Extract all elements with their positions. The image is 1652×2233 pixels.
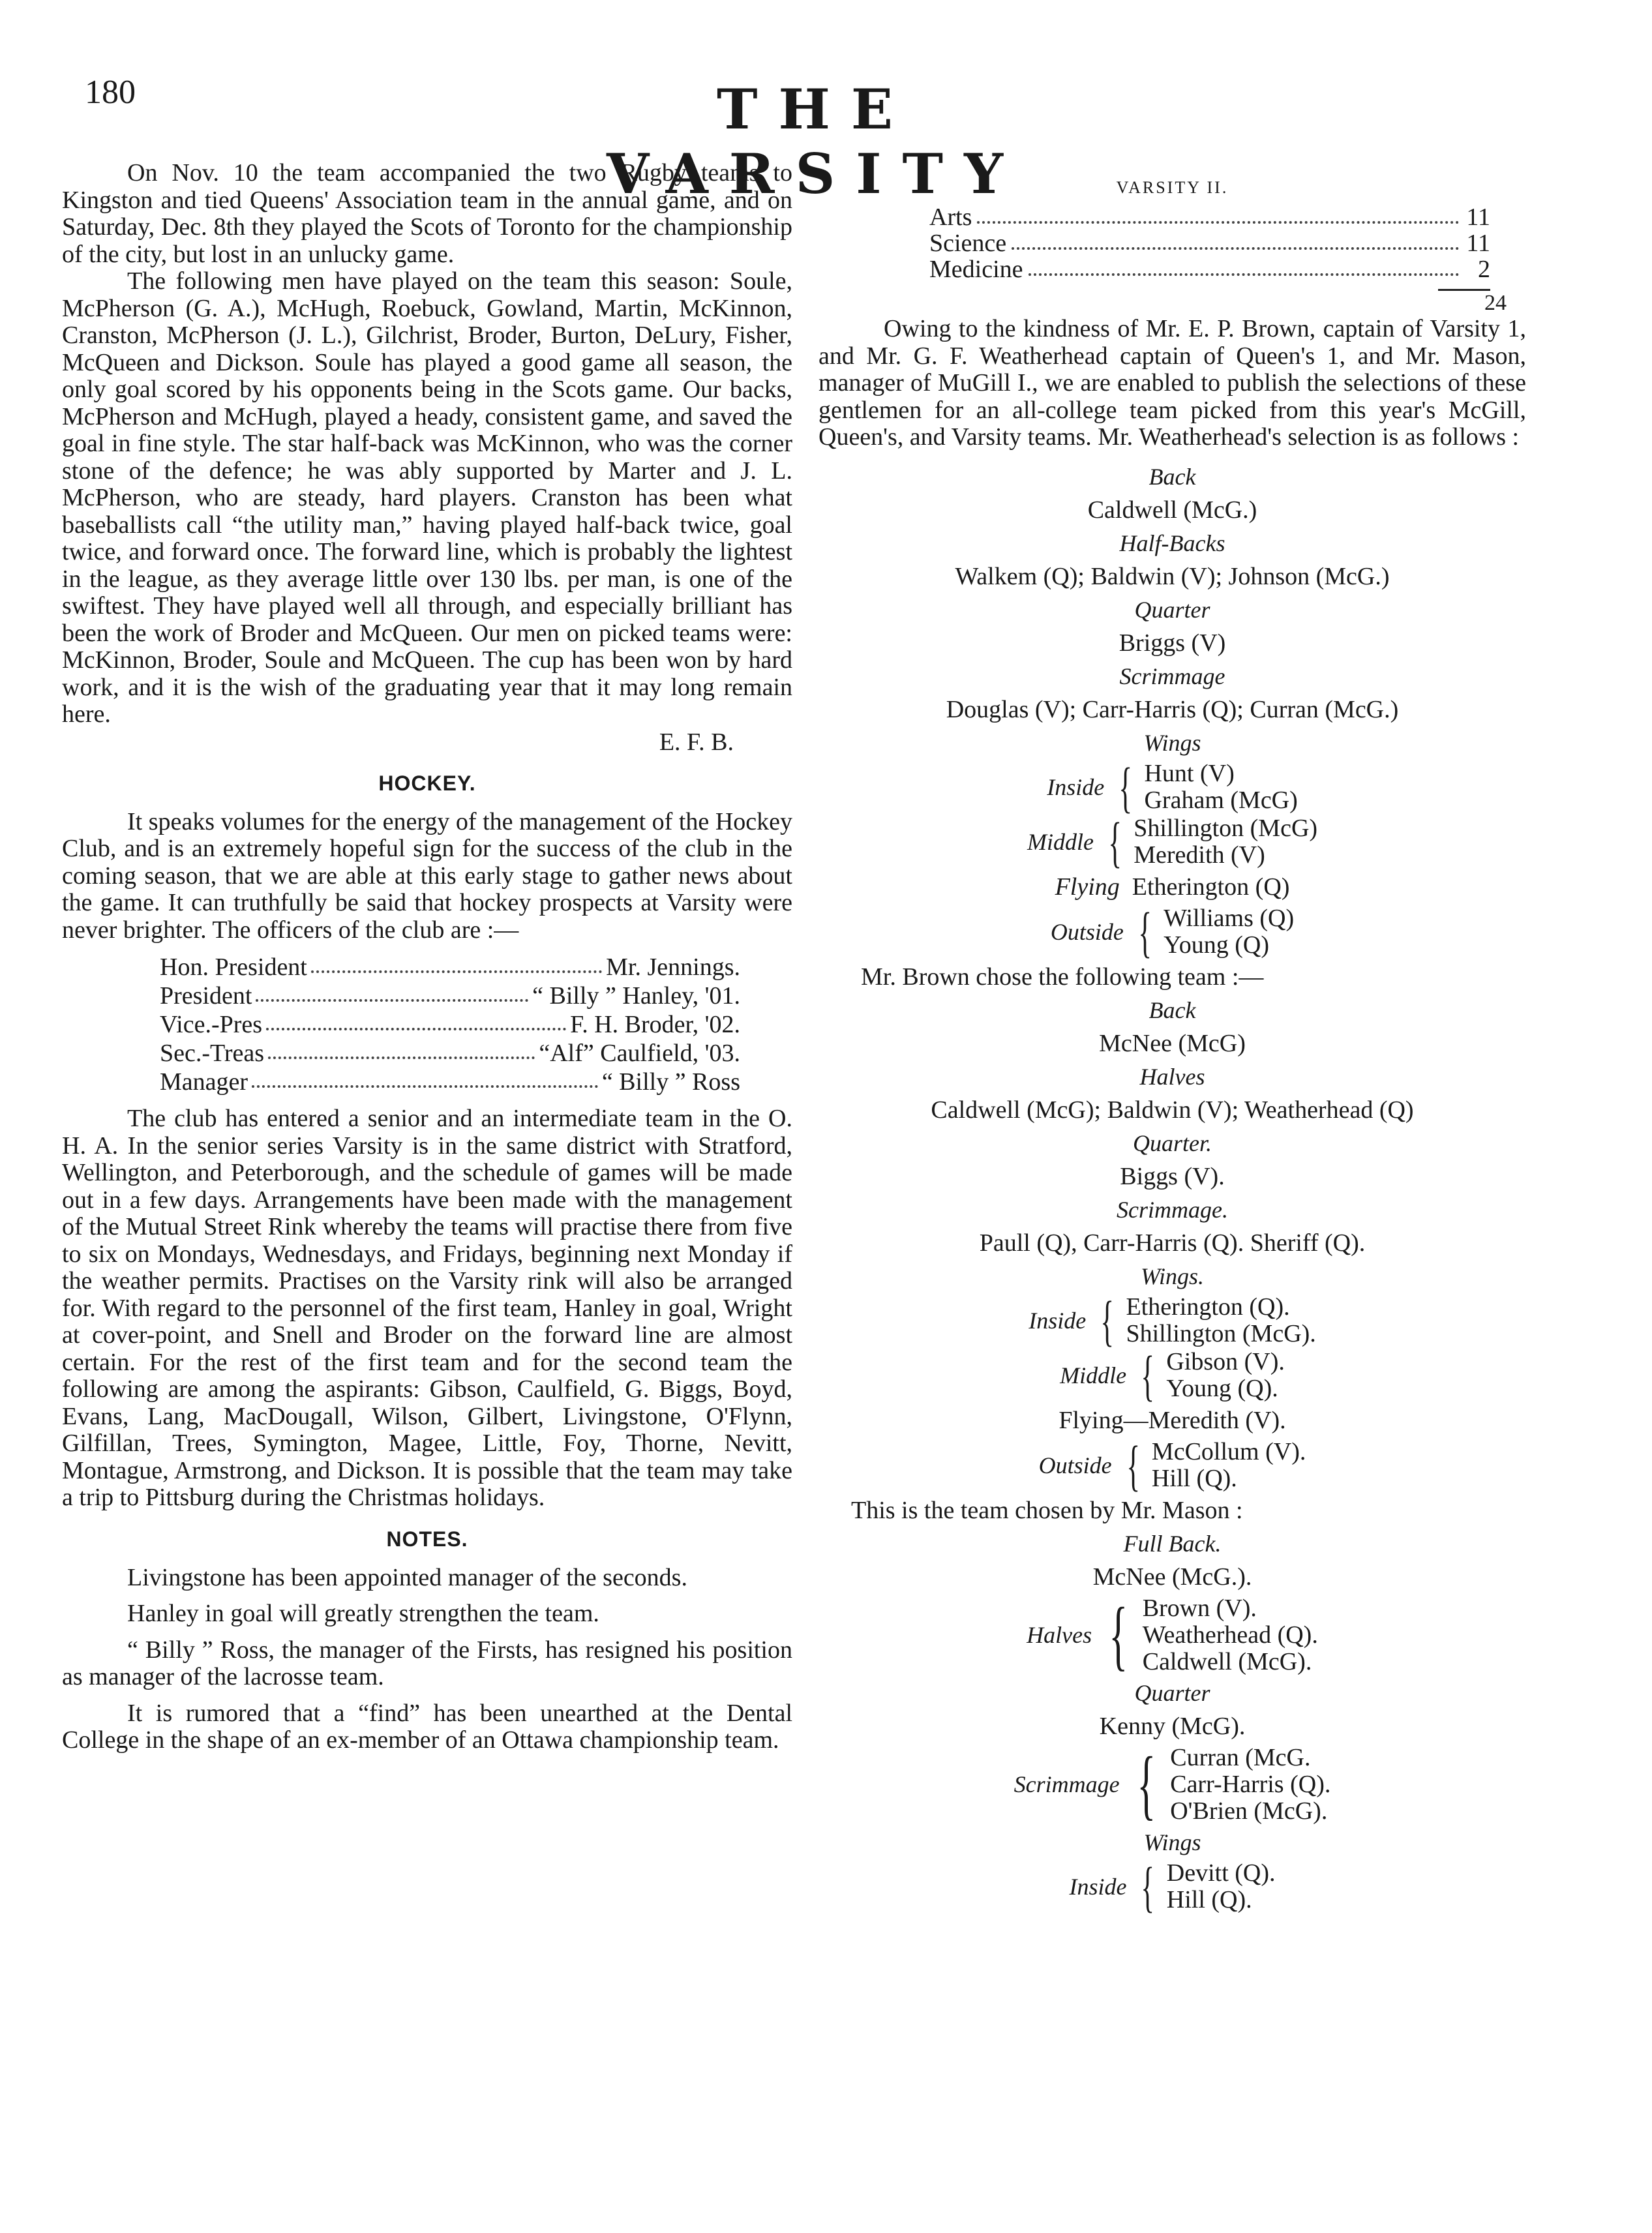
position-heading: Half-Backs (1119, 530, 1225, 556)
officer-row (160, 1068, 740, 1096)
group-label: Middle (1060, 1362, 1127, 1388)
position-heading: Back (1149, 463, 1196, 490)
player-line: McNee (McG.). (1092, 1563, 1252, 1591)
player-name: Brown (V). (1142, 1594, 1257, 1622)
player-name: McCollum (V). (1151, 1437, 1306, 1465)
player-line: Caldwell (McG); Baldwin (V); Weatherhead (Q) (931, 1096, 1414, 1124)
tally-row (929, 204, 1490, 230)
officer-row (160, 953, 740, 982)
player-line: Paull (Q), Carr-Harris (Q). Sheriff (Q). (979, 1229, 1366, 1257)
brace: { (1108, 810, 1122, 873)
halves-group (818, 1591, 1526, 1678)
mason-selection (818, 1527, 1526, 1918)
tally-faculty: Science (929, 230, 1007, 257)
player-name: Caldwell (McG). (1142, 1647, 1312, 1675)
player-name: Graham (McG) (1144, 786, 1298, 814)
officer-role: Hon. President (160, 953, 307, 981)
officer-role: Manager (160, 1068, 248, 1096)
position-heading: Halves (1139, 1063, 1205, 1090)
player-line: McNee (McG) (1099, 1029, 1246, 1057)
player-line: Caldwell (McG.) (1087, 496, 1257, 524)
paragraph: On Nov. 10 the team accompanied the two Rugby teams to Kingston and tied Queens' Association team in the annual game, and on Saturday, Dec. 8th they played the Scots of Toronto for the championship of the city, but lost in an unlucky game. (62, 159, 792, 268)
position-heading: Quarter (1134, 1679, 1210, 1706)
player-name: Williams (Q) (1164, 904, 1295, 932)
player-name: Gibson (V). (1166, 1347, 1285, 1375)
player-name: O'Brien (McG). (1170, 1797, 1328, 1825)
varsity-ii-heading: VARSITY II. (1116, 178, 1229, 197)
officer-row (160, 982, 740, 1010)
player-line: Briggs (V) (1119, 629, 1226, 657)
brace: { (1109, 1591, 1128, 1678)
paragraph: The club has entered a senior and an intermediate team in the O. H. A. In the senior series Varsity is in the same district with Stratford, Wellington, and Peterborough, and the schedule of games will be made out in a few days. Arrangements have been made with the management of the Mutual Street Rink whereby the teams will practise there from five to six on Mondays, Wednesdays, and Fridays, beginning next Monday if the weather permits. Practises on the Varsity rink will also be arranged for. With regard to the personnel of the first team, Hanley in goal, Wright at cover-point, and Snell and Broder on the forward line are almost certain. For the rest of the first team and for the second team the following are among the aspirants: Gibson, Caulfield, G. Biggs, Boyd, Evans, Lang, MacDougall, Wilson, Gilbert, Livingstone, O'Flynn, Gilfillan, Trees, Symington, Magee, Little, Foy, Thorne, Nevitt, Montague, Armstrong, and Dickson. It is possible that the team may take a trip to Pittsburg during the Christmas holidays. (62, 1105, 792, 1511)
officer-row (160, 1039, 740, 1068)
group-label: Inside (1029, 1307, 1087, 1334)
player-name: Young (Q) (1164, 931, 1269, 959)
player-line: Biggs (V). (1120, 1162, 1225, 1190)
position-heading: Wings (1143, 729, 1201, 756)
officer-name: “ Billy ” Hanley, '01. (532, 982, 740, 1010)
player-name: Etherington (Q) (1132, 873, 1290, 901)
brace: { (1141, 1343, 1155, 1407)
tally-faculty: Arts (929, 203, 972, 231)
player-line: Douglas (V); Carr-Harris (Q); Curran (McG.) (946, 695, 1399, 723)
officer-name: “ Billy ” Ross (601, 1068, 740, 1096)
officer-role: Vice.-Pres (160, 1011, 263, 1038)
paragraph: It speaks volumes for the energy of the management of the Hockey Club, and is an extremely hopeful sign for the success of the club in the coming season, that we are able at this early stage to gather news about the game. It can truthfully be said that hockey prospects at Varsity were never brighter. The officers of the club are :— (62, 807, 792, 944)
brown-selection (818, 994, 1526, 1497)
score-tally (929, 204, 1490, 282)
paragraph: Owing to the kindness of Mr. E. P. Brown, captain of Varsity 1, and Mr. G. F. Weatherhead captain of Queen's 1, and Mr. Mason, manager of MuGill I., we are enabled to publish the selections of these gentlemen for an all-college team picked from this year's McGill, Queen's, and Varsity teams. Mr. Weatherhead's selection is as follows : (818, 315, 1526, 451)
position-heading: Quarter. (1132, 1130, 1212, 1156)
masthead: THE VARSITY (606, 77, 1025, 206)
officer-name: “Alf” Caulfield, '03. (539, 1040, 740, 1067)
scrimmage-group (818, 1741, 1526, 1827)
player-name: Carr-Harris (Q). (1170, 1770, 1331, 1798)
section-heading-hockey: HOCKEY. (378, 771, 476, 795)
officers-list (160, 953, 740, 1096)
player-name: Weatherhead (Q). (1142, 1621, 1318, 1649)
tally-value: 11 (1466, 230, 1490, 257)
group-label: Outside (1050, 918, 1124, 945)
wing-group (818, 755, 1526, 818)
officer-role: Sec.-Treas (160, 1040, 265, 1067)
position-heading: Wings. (1140, 1263, 1204, 1289)
group-label: Inside (1069, 1873, 1127, 1900)
player-name: Curran (McG. (1170, 1743, 1311, 1771)
group-label: Outside (1038, 1452, 1112, 1478)
flying-line (818, 870, 1526, 904)
note: Hanley in goal will greatly strengthen the team. (127, 1600, 599, 1627)
player-name: Hill (Q). (1151, 1464, 1237, 1492)
position-heading: Quarter (1134, 596, 1210, 623)
wing-group (818, 900, 1526, 963)
note: “ Billy ” Ross, the manager of the Firsts, has resigned his position as manager of the lacrosse team. (62, 1636, 792, 1690)
player-line: Kenny (McG). (1099, 1712, 1246, 1740)
wing-group (818, 1433, 1526, 1497)
group-label: Middle (1027, 828, 1094, 855)
wing-group (818, 1343, 1526, 1407)
paragraph: The following men have played on the team this season: Soule, McPherson (G. A.), McHugh, Roebuck, Gowland, Martin, McKinnon, Cranston, McPherson (J. L.), Gilchrist, Broder, Burton, DeLury, Fisher, McQueen and Dickson. Soule has played a good game all season, the only goal scored by his opponents being in the Scots game. Our backs, McPherson and McHugh, played a heady, consistent game, and saved the goal in fine style. The star half-back was McKinnon, who was the corner stone of the defence; he was ably supported by Marter and J. L. McPherson, who are steady, hard players. Cranston has been what baseballists call “the utility man,” having played half-back twice, goal twice, and forward once. The forward line, which is probably the lightest in the league, as they average little over 130 lbs. per man, is one of the swiftest. They have played well all through, and especially brilliant has been the work of Broder and McQueen. Our men on picked teams were: McKinnon, Broder, Soule and McQueen. The cup has been won by hard work, and it is the wish of the graduating year that it may long remain here. (62, 267, 792, 728)
tally-row (929, 230, 1490, 256)
wing-group (818, 1289, 1526, 1352)
position-heading: Scrimmage. (1117, 1196, 1228, 1223)
player-line: Walkem (Q); Baldwin (V); Johnson (McG.) (955, 562, 1390, 590)
player-name: Shillington (McG) (1134, 814, 1318, 842)
player-name: Shillington (McG). (1126, 1319, 1316, 1347)
wing-group (818, 1855, 1526, 1918)
brace: { (1126, 1433, 1140, 1497)
page-number: 180 (85, 74, 136, 111)
brown-intro: Mr. Brown chose the following team :— (861, 963, 1264, 991)
brace: { (1138, 900, 1152, 963)
player-name: Meredith (V) (1134, 841, 1265, 869)
position-heading: Back (1149, 997, 1196, 1023)
section-heading-notes: NOTES. (386, 1527, 468, 1551)
note: Livingstone has been appointed manager of the seconds. (127, 1563, 687, 1591)
weatherhead-selection (818, 460, 1526, 963)
brace: { (1100, 1289, 1115, 1352)
player-name: Devitt (Q). (1166, 1859, 1276, 1887)
signature: E. F. B. (659, 728, 734, 756)
officer-name: F. H. Broder, '02. (570, 1011, 740, 1038)
player-name: Etherington (Q). (1126, 1293, 1290, 1321)
wing-group (818, 810, 1526, 873)
player-name: Hill (Q). (1166, 1885, 1252, 1913)
flying-line: Flying—Meredith (V). (1059, 1406, 1286, 1434)
player-name: Hunt (V) (1144, 759, 1235, 787)
tally-value: 11 (1466, 203, 1490, 231)
brace: { (1119, 755, 1133, 818)
tally-value: 2 (1478, 256, 1490, 283)
position-heading: Wings (1143, 1829, 1201, 1855)
officer-name: Mr. Jennings. (606, 953, 740, 981)
group-label: Flying (1055, 873, 1120, 901)
officer-row (160, 1010, 740, 1039)
right-column (818, 173, 1526, 1918)
position-heading: Full Back. (1123, 1530, 1222, 1557)
tally-faculty: Medicine (929, 256, 1023, 283)
officer-role: President (160, 982, 252, 1010)
tally-row (929, 256, 1490, 282)
note: It is rumored that a “find” has been unearthed at the Dental College in the shape of an ex-member of an Ottawa championship team. (62, 1699, 792, 1754)
group-label: Inside (1047, 773, 1105, 800)
group-label: Halves (1027, 1622, 1092, 1648)
brace: { (1141, 1855, 1155, 1918)
group-label: Scrimmage (1014, 1771, 1120, 1797)
mason-intro: This is the team chosen by Mr. Mason : (851, 1496, 1243, 1524)
player-name: Young (Q). (1166, 1374, 1278, 1402)
position-heading: Scrimmage (1119, 663, 1225, 689)
left-column (62, 160, 792, 1754)
tally-total: 24 (1484, 291, 1507, 315)
brace: { (1137, 1741, 1156, 1827)
